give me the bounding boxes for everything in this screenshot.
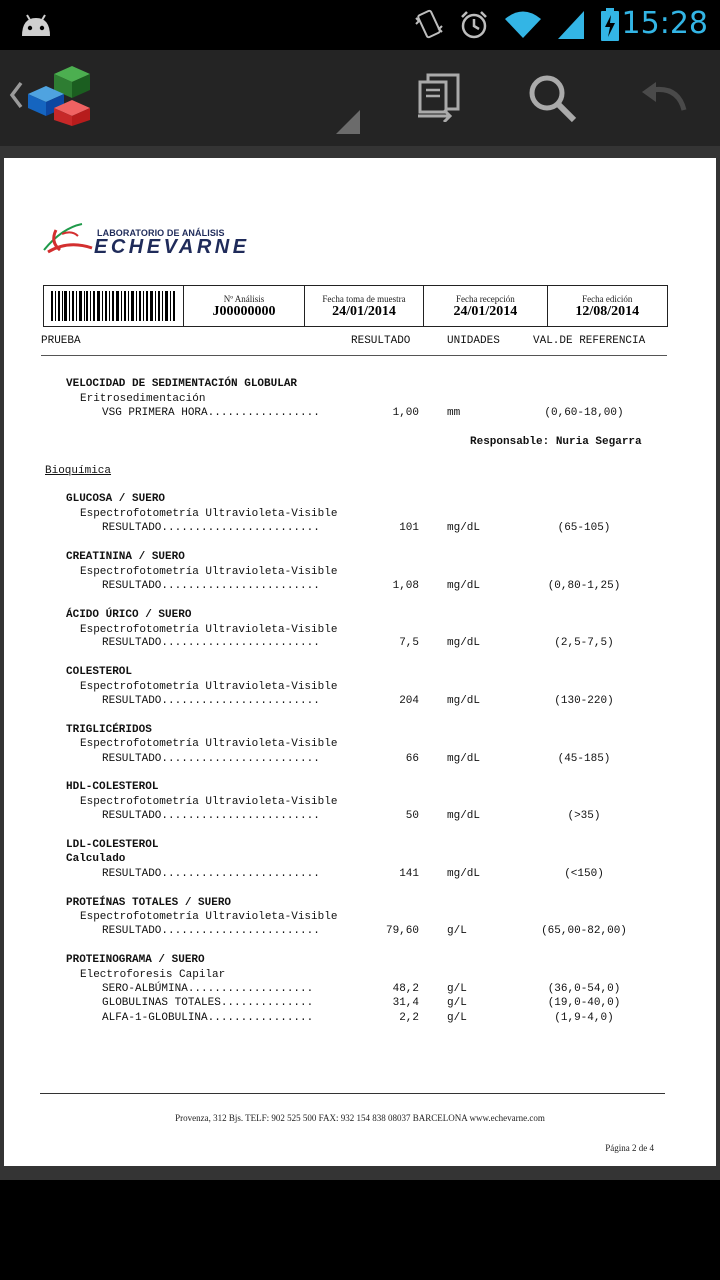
- test-value: 101: [399, 522, 419, 534]
- test-title: ÁCIDO ÚRICO / SUERO: [66, 609, 192, 621]
- test-value: 1,00: [392, 407, 419, 419]
- barcode-cell: [44, 286, 183, 326]
- test-item: RESULTADO........................: [102, 868, 320, 880]
- test-title: GLUCOSA / SUERO: [66, 493, 166, 505]
- test-title: LDL-COLESTEROL: [66, 839, 159, 851]
- test-method: Espectrofotometría Ultravioleta-Visible: [80, 681, 338, 693]
- reception-date-label: Fecha recepción: [456, 294, 515, 304]
- action-bar: [0, 50, 720, 146]
- test-unit: g/L: [447, 997, 467, 1009]
- footer-divider: [40, 1093, 665, 1094]
- test-item: GLOBULINAS TOTALES..............: [102, 997, 314, 1009]
- test-method: Electroforesis Capilar: [80, 969, 226, 981]
- test-reference: (>35): [567, 810, 601, 822]
- test-unit: mg/dL: [447, 753, 481, 765]
- test-title: TRIGLICÉRIDOS: [66, 724, 152, 736]
- test-unit: mg/dL: [447, 522, 481, 534]
- test-value: 48,2: [392, 983, 419, 995]
- battery-charging-icon: [600, 8, 620, 42]
- sample-date-cell: [304, 286, 423, 326]
- app-logo-icon[interactable]: [26, 64, 92, 128]
- header-divider: [41, 355, 667, 356]
- wifi-icon: [504, 10, 542, 40]
- analysis-cell: [183, 286, 303, 326]
- test-reference: (65,00-82,00): [541, 925, 627, 937]
- test-unit: mg/dL: [447, 810, 481, 822]
- test-unit: mg/dL: [447, 637, 481, 649]
- test-title: COLESTEROL: [66, 666, 133, 678]
- sample-date-value: 24/01/2014: [332, 304, 396, 319]
- page-number: Página 2 de 4: [605, 1143, 654, 1153]
- overflow-corner-icon: [336, 110, 360, 134]
- test-unit: mg/dL: [447, 580, 481, 592]
- test-value: 66: [405, 753, 419, 765]
- vibrate-icon: [414, 8, 444, 42]
- lab-label: LABORATORIO DE ANÁLISIS: [97, 228, 225, 238]
- test-method: Calculado: [66, 853, 126, 865]
- test-title: PROTEÍNAS TOTALES / SUERO: [66, 897, 232, 909]
- test-unit: g/L: [447, 1012, 467, 1024]
- test-title: CREATININA / SUERO: [66, 551, 185, 563]
- test-reference: (130-220): [554, 695, 614, 707]
- column-reference: VAL.DE REFERENCIA: [533, 335, 646, 347]
- test-item: RESULTADO........................: [102, 580, 320, 592]
- test-value: 79,60: [385, 925, 419, 937]
- lab-logo-icon: [42, 220, 94, 256]
- document-page[interactable]: [4, 158, 716, 1166]
- column-test: PRUEBA: [41, 335, 81, 347]
- reception-date-cell: [423, 286, 546, 326]
- test-title: HDL-COLESTEROL: [66, 781, 159, 793]
- test-unit: g/L: [447, 925, 467, 937]
- test-item: RESULTADO........................: [102, 637, 320, 649]
- test-reference: (45-185): [557, 753, 611, 765]
- test-unit: g/L: [447, 983, 467, 995]
- footer-address: Provenza, 312 Bjs. TELF: 902 525 500 FAX: 932 154 838 08037 BARCELONA www.echevarne.com: [175, 1113, 545, 1123]
- analysis-label: Nº Análisis: [223, 294, 265, 304]
- android-icon: [18, 12, 54, 38]
- export-icon[interactable]: [416, 72, 464, 122]
- edition-date-value: 12/08/2014: [575, 304, 640, 319]
- report-header-box: [43, 285, 668, 327]
- test-item: RESULTADO........................: [102, 753, 320, 765]
- edition-date-cell: [547, 286, 667, 326]
- test-value: 204: [399, 695, 419, 707]
- test-reference: (19,0-40,0): [547, 997, 621, 1009]
- test-method: Espectrofotometría Ultravioleta-Visible: [80, 911, 338, 923]
- test-unit: mg/dL: [447, 868, 481, 880]
- test-unit: mg/dL: [447, 695, 481, 707]
- test-value: 31,4: [392, 997, 419, 1009]
- undo-icon[interactable]: [638, 80, 690, 116]
- test-method: Eritrosedimentación: [80, 393, 206, 405]
- test-method: Espectrofotometría Ultravioleta-Visible: [80, 738, 338, 750]
- signal-icon: [556, 9, 586, 41]
- barcode-icon: [51, 291, 177, 321]
- alarm-icon: [458, 9, 490, 41]
- test-item: ALFA-1-GLOBULINA................: [102, 1012, 314, 1024]
- reception-date-value: 24/01/2014: [453, 304, 518, 319]
- test-item: RESULTADO........................: [102, 810, 320, 822]
- test-reference: (0,60-18,00): [544, 407, 624, 419]
- test-reference: (36,0-54,0): [547, 983, 621, 995]
- test-method: Espectrofotometría Ultravioleta-Visible: [80, 624, 338, 636]
- test-value: 2,2: [399, 1012, 419, 1024]
- clock: 15:28: [621, 6, 708, 41]
- test-value: 7,5: [399, 637, 419, 649]
- test-item: RESULTADO........................: [102, 695, 320, 707]
- test-reference: (65-105): [557, 522, 611, 534]
- test-item: RESULTADO........................: [102, 925, 320, 937]
- responsible: Responsable: Nuria Segarra: [470, 436, 642, 448]
- test-value: 1,08: [392, 580, 419, 592]
- test-method: Espectrofotometría Ultravioleta-Visible: [80, 796, 338, 808]
- test-unit: mm: [447, 407, 461, 419]
- test-title: PROTEINOGRAMA / SUERO: [66, 954, 205, 966]
- column-units: UNIDADES: [447, 335, 500, 347]
- edition-date-label: Fecha edición: [582, 294, 633, 304]
- test-item: RESULTADO........................: [102, 522, 320, 534]
- test-method: Espectrofotometría Ultravioleta-Visible: [80, 508, 338, 520]
- test-title: VELOCIDAD DE SEDIMENTACIÓN GLOBULAR: [66, 378, 298, 390]
- back-chevron-icon[interactable]: [8, 80, 24, 110]
- test-item: VSG PRIMERA HORA.................: [102, 407, 320, 419]
- search-icon[interactable]: [526, 72, 578, 124]
- test-reference: (2,5-7,5): [554, 637, 614, 649]
- lab-brand: ECHEVARNE: [94, 236, 250, 258]
- status-bar: [0, 0, 720, 50]
- test-item: SERO-ALBÚMINA...................: [102, 983, 314, 995]
- test-reference: (0,80-1,25): [547, 580, 621, 592]
- test-value: 50: [405, 810, 419, 822]
- sample-date-label: Fecha toma de muestra: [322, 294, 406, 304]
- test-value: 141: [399, 868, 419, 880]
- test-reference: (1,9-4,0): [554, 1012, 614, 1024]
- section-title: Bioquímica: [45, 465, 112, 477]
- analysis-value: J00000000: [212, 304, 276, 319]
- column-result: RESULTADO: [351, 335, 411, 347]
- test-reference: (<150): [564, 868, 604, 880]
- test-method: Espectrofotometría Ultravioleta-Visible: [80, 566, 338, 578]
